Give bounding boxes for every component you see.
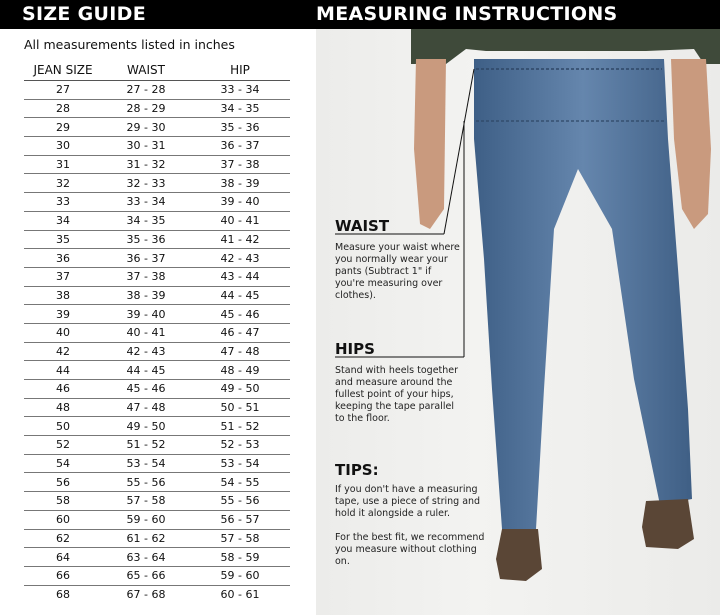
left-boot-shape bbox=[496, 529, 542, 581]
hip-cell: 38 - 39 bbox=[190, 174, 290, 193]
waist-cell: 51 - 52 bbox=[102, 436, 190, 455]
waist-cell: 59 - 60 bbox=[102, 510, 190, 529]
jean-size-cell: 56 bbox=[24, 473, 102, 492]
waist-cell: 57 - 58 bbox=[102, 492, 190, 511]
hip-cell: 47 - 48 bbox=[190, 342, 290, 361]
jean-size-cell: 29 bbox=[24, 118, 102, 137]
hip-cell: 55 - 56 bbox=[190, 492, 290, 511]
jean-size-cell: 31 bbox=[24, 155, 102, 174]
jean-size-cell: 42 bbox=[24, 342, 102, 361]
jean-size-cell: 46 bbox=[24, 380, 102, 399]
table-row bbox=[24, 267, 290, 286]
waist-cell: 37 - 38 bbox=[102, 267, 190, 286]
table-row bbox=[24, 417, 290, 436]
waist-cell: 33 - 34 bbox=[102, 193, 190, 212]
measurement-note: All measurements listed in inches bbox=[24, 37, 235, 52]
size-guide-title: SIZE GUIDE bbox=[22, 3, 146, 25]
table-row bbox=[24, 137, 290, 156]
hip-cell: 36 - 37 bbox=[190, 137, 290, 156]
jean-size-cell: 52 bbox=[24, 436, 102, 455]
table-row bbox=[24, 454, 290, 473]
right-boot-shape bbox=[642, 499, 694, 549]
jean-size-cell: 40 bbox=[24, 323, 102, 342]
table-row bbox=[24, 380, 290, 399]
table-row bbox=[24, 342, 290, 361]
hip-cell: 54 - 55 bbox=[190, 473, 290, 492]
jean-size-cell: 39 bbox=[24, 305, 102, 324]
hip-cell: 40 - 41 bbox=[190, 211, 290, 230]
table-row bbox=[24, 398, 290, 417]
waist-cell: 67 - 68 bbox=[126, 587, 166, 601]
table-row bbox=[24, 174, 290, 193]
column-header-waist: WAIST bbox=[102, 59, 190, 81]
left-arm-shape bbox=[414, 59, 446, 229]
hip-cell: 49 - 50 bbox=[190, 380, 290, 399]
hip-cell: 35 - 36 bbox=[190, 118, 290, 137]
hip-cell: 33 - 34 bbox=[190, 81, 290, 100]
table-row bbox=[24, 249, 290, 268]
table-row bbox=[24, 118, 290, 137]
jean-size-cell: 66 bbox=[24, 566, 102, 585]
measuring-panel bbox=[316, 29, 720, 615]
hip-cell: 60 - 61 bbox=[220, 587, 260, 601]
waist-cell: 40 - 41 bbox=[102, 323, 190, 342]
hip-cell: 41 - 42 bbox=[190, 230, 290, 249]
waist-text: Measure your waist where you normally wear your pants (Subtract 1" if you're measuring over clothes). bbox=[335, 242, 460, 301]
hip-cell: 42 - 43 bbox=[190, 249, 290, 268]
waist-cell: 61 - 62 bbox=[102, 529, 190, 548]
jean-size-cell: 27 bbox=[24, 81, 102, 100]
column-header-jean-size: JEAN SIZE bbox=[24, 59, 102, 81]
size-table-header bbox=[24, 59, 290, 81]
waist-cell: 38 - 39 bbox=[102, 286, 190, 305]
waist-cell: 34 - 35 bbox=[102, 211, 190, 230]
waist-cell: 45 - 46 bbox=[102, 380, 190, 399]
jean-size-cell: 32 bbox=[24, 174, 102, 193]
hip-cell: 48 - 49 bbox=[190, 361, 290, 380]
jean-size-cell: 37 bbox=[24, 267, 102, 286]
table-row bbox=[24, 566, 290, 585]
table-row bbox=[24, 193, 290, 212]
hip-cell: 52 - 53 bbox=[190, 436, 290, 455]
waist-cell: 42 - 43 bbox=[102, 342, 190, 361]
table-row bbox=[24, 510, 290, 529]
table-row bbox=[24, 529, 290, 548]
waist-cell: 36 - 37 bbox=[102, 249, 190, 268]
jeans-shape bbox=[474, 59, 692, 529]
jean-size-cell: 36 bbox=[24, 249, 102, 268]
table-row bbox=[24, 361, 290, 380]
jean-size-cell: 64 bbox=[24, 548, 102, 567]
table-row bbox=[24, 211, 290, 230]
waist-cell: 27 - 28 bbox=[102, 81, 190, 100]
hip-cell: 50 - 51 bbox=[190, 398, 290, 417]
table-row bbox=[24, 155, 290, 174]
hip-cell: 53 - 54 bbox=[190, 454, 290, 473]
jean-size-cell: 60 bbox=[24, 510, 102, 529]
jean-size-cell: 44 bbox=[24, 361, 102, 380]
waist-cell: 39 - 40 bbox=[102, 305, 190, 324]
waist-cell: 47 - 48 bbox=[102, 398, 190, 417]
hip-cell: 43 - 44 bbox=[190, 267, 290, 286]
table-row bbox=[24, 492, 290, 511]
waist-heading: WAIST bbox=[335, 217, 390, 235]
table-row bbox=[24, 473, 290, 492]
jean-size-cell: 54 bbox=[24, 454, 102, 473]
waist-cell: 65 - 66 bbox=[102, 566, 190, 585]
jean-size-cell: 58 bbox=[24, 492, 102, 511]
waist-cell: 32 - 33 bbox=[102, 174, 190, 193]
table-row bbox=[24, 81, 290, 100]
hip-cell: 51 - 52 bbox=[190, 417, 290, 436]
waist-cell: 49 - 50 bbox=[102, 417, 190, 436]
table-row bbox=[24, 436, 290, 455]
jean-size-cell: 28 bbox=[24, 99, 102, 118]
hip-cell: 56 - 57 bbox=[190, 510, 290, 529]
hip-cell: 44 - 45 bbox=[190, 286, 290, 305]
table-row bbox=[24, 230, 290, 249]
table-row bbox=[24, 323, 290, 342]
jean-size-cell: 38 bbox=[24, 286, 102, 305]
waist-cell: 44 - 45 bbox=[102, 361, 190, 380]
waist-cell: 55 - 56 bbox=[102, 473, 190, 492]
hip-cell: 34 - 35 bbox=[190, 99, 290, 118]
waist-cell: 63 - 64 bbox=[102, 548, 190, 567]
jean-size-cell: 48 bbox=[24, 398, 102, 417]
hips-text: Stand with heels together and measure around the fullest point of your hips, keeping the tape parallel to the floor. bbox=[335, 365, 459, 424]
hip-cell: 45 - 46 bbox=[190, 305, 290, 324]
tips-text-1: If you don't have a measuring tape, use a piece of string and hold it alongside a ruler. bbox=[335, 484, 481, 519]
table-row bbox=[24, 585, 290, 603]
hip-cell: 58 - 59 bbox=[190, 548, 290, 567]
jean-size-cell: 62 bbox=[24, 529, 102, 548]
size-guide-panel bbox=[0, 29, 316, 615]
table-row bbox=[24, 548, 290, 567]
table-row bbox=[24, 305, 290, 324]
jean-size-cell: 50 bbox=[24, 417, 102, 436]
hip-cell: 57 - 58 bbox=[190, 529, 290, 548]
size-table-body bbox=[24, 81, 290, 604]
table-row bbox=[24, 286, 290, 305]
hips-heading: HIPS bbox=[335, 340, 375, 358]
waist-cell: 35 - 36 bbox=[102, 230, 190, 249]
jean-size-cell: 33 bbox=[24, 193, 102, 212]
column-header-hip: HIP bbox=[190, 59, 290, 81]
waist-cell: 29 - 30 bbox=[102, 118, 190, 137]
table-row bbox=[24, 99, 290, 118]
hip-cell: 46 - 47 bbox=[190, 323, 290, 342]
tips-heading: TIPS: bbox=[335, 461, 379, 479]
jean-size-cell: 30 bbox=[24, 137, 102, 156]
shirt-shape bbox=[411, 29, 720, 64]
waist-cell: 53 - 54 bbox=[102, 454, 190, 473]
header-bar bbox=[0, 0, 720, 29]
hip-cell: 59 - 60 bbox=[190, 566, 290, 585]
tips-text-2: For the best fit, we recommend you measure without clothing on. bbox=[335, 532, 485, 567]
waist-cell: 30 - 31 bbox=[102, 137, 190, 156]
jean-size-cell: 34 bbox=[24, 211, 102, 230]
right-arm-shape bbox=[671, 59, 711, 229]
hip-cell: 39 - 40 bbox=[190, 193, 290, 212]
model-figure bbox=[316, 29, 720, 615]
waist-cell: 28 - 29 bbox=[102, 99, 190, 118]
waist-cell: 31 - 32 bbox=[102, 155, 190, 174]
hip-cell: 37 - 38 bbox=[190, 155, 290, 174]
size-table bbox=[24, 59, 290, 603]
jean-size-cell: 35 bbox=[24, 230, 102, 249]
jean-size-cell: 68 bbox=[56, 587, 70, 601]
measuring-instructions-title: MEASURING INSTRUCTIONS bbox=[316, 3, 618, 25]
